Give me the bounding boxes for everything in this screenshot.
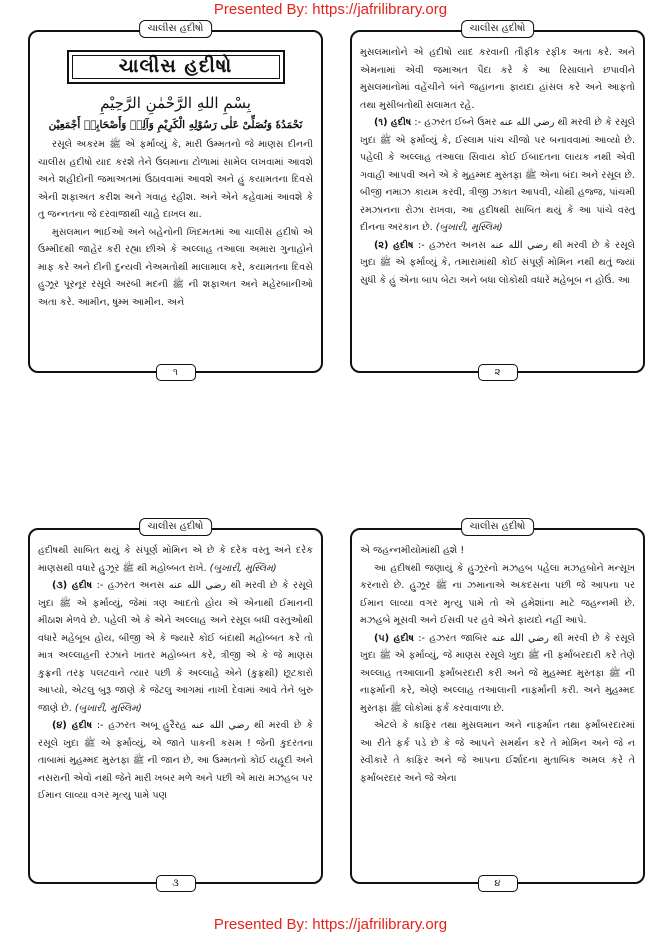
bismillah: بِسْمِ اللهِ الرَّحْمٰنِ الرَّحِيْمِ — [100, 94, 251, 112]
presented-by-banner-bottom[interactable]: Presented By: https://jafrilibrary.org — [213, 916, 448, 933]
hadith-paragraph — [360, 114, 635, 237]
page-body — [38, 542, 313, 870]
paragraph: મુસલમાનોને એ હદીષો યાદ કરવાની તૌફીક રફીક અતા કરે. અને એમનામાં એવી જમાઅત પૈદા કરે કે આ રિસાલાને છપાવીને મુસલમાનોમાં વહેંચીને બંને જહાનના ફાયદા હાંસલ કરે અને આફતો તથા મુસીબતોથી સલામત રહે. — [360, 47, 635, 111]
page-header-label: ચાલીસ હદીષો — [461, 20, 535, 38]
hadith-number: (૩) હદીષ — [52, 580, 93, 591]
hadith-paragraph — [360, 237, 635, 290]
paragraph — [38, 542, 313, 577]
page-header-label: ચાલીસ હદીષો — [139, 518, 213, 536]
page-number: ૪ — [478, 875, 518, 892]
hadith-number: (૧) હદીષ — [374, 117, 412, 128]
hadith-paragraph — [38, 717, 313, 805]
page-body — [360, 44, 635, 359]
hadith-text: :- હઝરત જાબિર رضي الله عنه થી મરવી છે કે રસૂલે ખુદા ﷺ એ ફર્માવ્યું, જે માણસ રસૂલે ખુદા ﷺ ની ફર્માંબરદારી કરે તેણે અલ્લાહ તઆલાની ફર્માંબરદારી કરી અને જે મુહમ્મદ મુસ્તફા ﷺ ની નાફર્માની કરે, એણે અલ્લાહ તઆલાની નાફર્માની કરી. અને મુહમ્મદ મુસ્તફા ﷺ લોકોમાં ફર્ક કરવાવાળા છે. — [360, 632, 635, 714]
hadith-text: :- હઝરત ઈબ્ને ઉમર رضي الله عنه થી મરવી છે કે રસૂલે ખુદા ﷺ એ ફર્માવ્યું કે, ઈસ્લામ પાંચ ચીજો પર બનાવવામાં આવ્યો છે. પહેલી કે અલ્લાહ તઆલા સિવાય કોઈ ઈબાદતના લાયક નથી એવી ગવાહી આપવી અને એ કે મુહમ્મદ મુસ્તફા ﷺ એના બંદા અને રસૂલ છે. બીજી નમાઝ કાયમ કરવી, ત્રીજી ઝકાત આપવી, ચોથી હજ્જ, પાંચમી રમઝાનના રોઝા રાખવા, આ હદીષથી સાબિત થયું કે આ પાંચે વસ્તુ દીનના અરકાન છે. — [360, 117, 635, 233]
paragraph: એટલે કે કાફિર તથા મુસલમાન અને નાફર્માન તથા ફર્માંબરદારમાં આ રીતે ફર્ક પડે છે કે જે આપને સમર્થન કરે તે મોમિન અને જે ન સ્વીકારે તે કાફિર અને જે આપના ઈર્શાદના મુતાબિક અમલ કરે તે ફર્માંબરદાર અને જે એના — [360, 720, 635, 784]
presented-by-banner-top[interactable]: Presented By: https://jafrilibrary.org — [213, 1, 448, 18]
hadith-text: :- હઝરત અનસ رضي الله عنه થી મરવી છે કે રસૂલે ખુદા ﷺ એ ફર્માવ્યું કે, તમારામાંથી કોઈ સંપૂર્ણ મોમિન નથી થતું જ્યાં સુધી કે હું એના બાપ બેટા અને બધા લોકોથી વધારે મહેબૂબ ન હોઉં. આ — [360, 239, 635, 286]
hadith-paragraph — [360, 630, 635, 718]
hadith-reference: (બુખારી, મુસ્લિમ) — [435, 222, 503, 233]
page-body — [360, 542, 635, 870]
page-header-label: ચાલીસ હદીષો — [139, 20, 213, 38]
title-frame — [67, 50, 285, 84]
page-number: ૩ — [156, 875, 196, 892]
paragraph: રસૂલે અકરમ ﷺ એ ફર્માવ્યું કે, મારી ઉમ્મતનો જે માણસ દીનની ચાલીસ હદીષો યાદ કરશે તેને ઉલમાના ટોળામાં સામેલ લખવામાં આવશે અને શહીદોની જમાઅતમાં ઉઠાવવામાં આવશે અને હું કયામતના દિવસે એની શફાઅત કરીશ અને ગવાહ રહીશ. અને એને કહેવામાં આવશે કે તુ જન્નતના જે દરવાજાથી ચાહે દાખલ થા. — [38, 139, 313, 220]
book-page-3 — [28, 521, 323, 889]
paragraph-text: હદીષથી સાબિત થયું કે સંપૂર્ણ મોમિન એ છે કે દરેક વસ્તુ અને દરેક માણસથી વધારે હુઝૂર ﷺ થી મહોબ્બત રાખે. — [38, 545, 313, 574]
paragraph: મુસલમાન ભાઈઓ અને બહેનોની ખિદમતમાં આ ચાલીસ હદીષો એ ઉમ્મીદથી જાહેર કરી રહ્યા છીએ કે અલ્લાહ તઆલા અમારા ગુનાહોને માફ કરે અને દીની દુન્યવી નેઅમતોથી માલામાલ કરે, કયામતના દિવસે હુઝૂર પૂરનૂર રસૂલે અરબી મદની ﷺ ની શફાઅત અને મહેરબાનીઓ અતા કરે. આમીન, ષુમ્મ આમીન. અને — [38, 226, 313, 308]
book-page-1 — [28, 23, 323, 378]
hadith-number: (૨) હદીષ — [374, 239, 414, 251]
page-body — [38, 44, 313, 359]
hadith-reference: (બુખારી, મુસ્લિમ) — [209, 562, 277, 574]
hadith-reference: (બુખારી, મુસ્લિમ) — [74, 702, 142, 714]
hadith-text: :- હઝરત અનસ رضي الله عنه થી મરવી છે કે રસૂલે ખુદા ﷺ એ ફર્માવ્યું, જેમાં ત્રણ આદતો હોય એ એનાથી ઈમાનની મીઠાશ મેળવે છે. પહેલી એ કે એને અલ્લાહ અને રસૂલ બધી વસ્તુઓથી વધારે મહેબૂબ હોય, બીજી એ કે જ્યારે કોઈ બંદાથી મહોબ્બત કરે તો માત્ર અલ્લાહની રઝાને ખાતર મહોબ્બત કરે, ત્રીજી એ કે જે માણસ કુફ્રની તરફ પલટવાને ત્યાર પછી કે અલ્લાહે એને (કુફ્રથી) છૂટકારો આપ્યો, એટલુ બુરૂ જાણે કે જેટલુ આગમાં નાખી દેવામાં આવે તેને બુરુ જાણે છે. — [38, 580, 313, 714]
hadith-paragraph — [38, 577, 313, 717]
book-page-2 — [350, 23, 645, 378]
page-number: ૧ — [156, 364, 196, 381]
hadith-text: :- હઝરત અબૂ હુરૈરહ رضي الله عنه થી મરવી છે કે રસૂલે ખુદા ﷺ એ ફર્માવ્યું, એ જાતે પાકની કસમ ! જેની કુદરતના તાબામાં મુહમ્મદ મુસ્તફા ﷺ ની જાન છે, આ ઉમ્મતનો કોઈ યહૂદી અને નસરાની એવો નથી જેને મારી ખબર મળે અને પછી એ મારા મઝહબ પર ઈમાન લાવ્યા વગર મૃત્યુ પામે પણ — [38, 720, 313, 801]
book-page-4 — [350, 521, 645, 889]
hadith-number: (૪) હદીષ — [52, 720, 93, 731]
page-number: ૨ — [478, 364, 518, 381]
page-header-label: ચાલીસ હદીષો — [461, 518, 535, 536]
paragraph: આ હદીષથી જણાયું કે હુઝૂરનો મઝહબ પહેલા મઝહબોને મન્સૂખ કરનારો છે. હુઝૂર ﷺ ના ઝમાનાએ અકદસના પછી જે આપના પર ઈમાન લાવ્યા વગર મૃત્યુ પામે તો એ હમેશાંના માટે જહન્નમી છે. મઝહબે મૂસવી અને ઈસવી પર હવે એને ફાયદો નહીં આપે. — [360, 562, 635, 626]
hadith-number: (૫) હદીષ — [374, 632, 414, 644]
durood-line: نَحْمَدُهٗ وَنُصَلِّیْ عَلٰی رَسُوْلِهِ الْكَرِیْمِ وَآلِهٖ وَأَصْحَابِهٖ أَجْمَعِیْن — [48, 119, 303, 131]
book-title: ચાલીસ હદીષો — [118, 55, 233, 78]
paragraph: એ જહન્નમીયોમાંથી હશે ! — [360, 545, 465, 556]
